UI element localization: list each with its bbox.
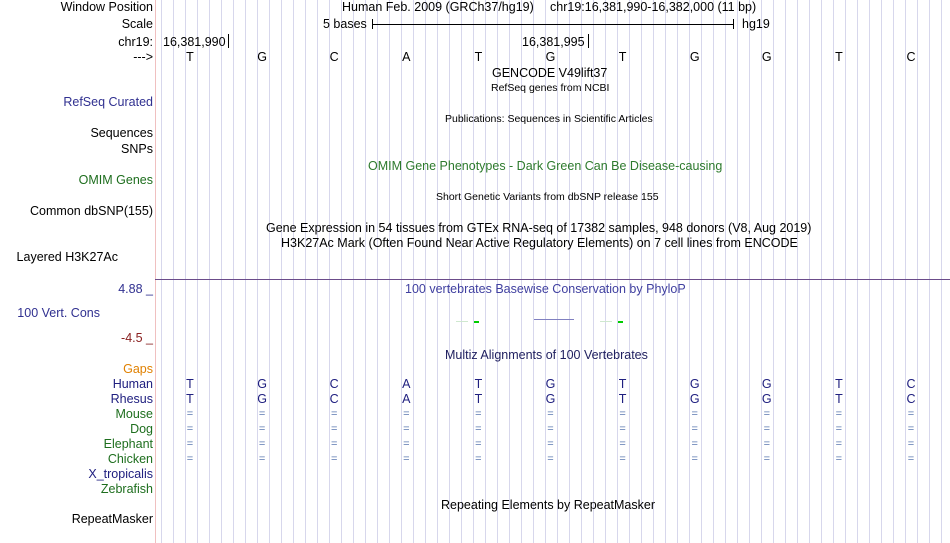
mouse-aligned-base: = xyxy=(619,408,626,420)
cons-max-label: 4.88 _ xyxy=(118,282,153,296)
grid-line xyxy=(317,0,318,543)
mouse-species-label[interactable]: Mouse xyxy=(115,407,153,421)
dog-aligned-base: = xyxy=(547,423,554,435)
grid-line xyxy=(353,0,354,543)
human-aligned-base: C xyxy=(906,377,916,391)
elephant-aligned-base: = xyxy=(619,438,626,450)
grid-line xyxy=(797,0,798,543)
repeatmasker-track-label[interactable]: RepeatMasker xyxy=(71,512,153,526)
elephant-aligned-base: = xyxy=(763,438,771,450)
human-aligned-base: T xyxy=(474,377,483,391)
chicken-aligned-base: = xyxy=(258,453,266,465)
grid-line xyxy=(677,0,678,543)
mouse-aligned-base: = xyxy=(763,408,771,420)
mouse-aligned-base: = xyxy=(835,408,843,420)
rhesus-aligned-base: G xyxy=(257,392,267,406)
cons-bar-3 xyxy=(534,319,574,320)
cons-bar-4 xyxy=(600,321,612,322)
xtropicalis-species-label[interactable]: X_tropicalis xyxy=(88,467,153,481)
mouse-aligned-base: = xyxy=(258,408,266,420)
mouse-aligned-base: = xyxy=(403,408,410,420)
rhesus-aligned-base: A xyxy=(402,392,411,406)
h3k27ac-track-label[interactable]: Layered H3K27Ac xyxy=(16,250,118,264)
elephant-aligned-base: = xyxy=(403,438,410,450)
grid-line xyxy=(653,0,654,543)
dog-aligned-base: = xyxy=(763,423,771,435)
scale-bar xyxy=(372,24,734,25)
gencode-title[interactable]: GENCODE V49lift37 xyxy=(492,66,608,80)
mouse-aligned-base: = xyxy=(907,408,915,420)
scale-label: Scale xyxy=(121,17,153,31)
grid-line xyxy=(749,0,750,543)
scale-tick-right xyxy=(733,19,734,29)
grid-line xyxy=(449,0,450,543)
chicken-aligned-base: = xyxy=(619,453,626,465)
elephant-aligned-base: = xyxy=(258,438,266,450)
grid-line xyxy=(173,0,174,543)
gaps-track-label[interactable]: Gaps xyxy=(123,362,153,376)
grid-line xyxy=(665,0,666,543)
rhesus-aligned-base: T xyxy=(618,392,627,406)
gtex-title[interactable]: Gene Expression in 54 tissues from GTEx RNA-seq of 17382 samples, 948 donors (V8, Aug 2019) xyxy=(266,221,812,235)
grid-line xyxy=(881,0,882,543)
grid-line xyxy=(869,0,870,543)
elephant-aligned-base: = xyxy=(547,438,554,450)
dog-aligned-base: = xyxy=(330,423,338,435)
cons-bar-2 xyxy=(474,321,479,323)
base-letter: T xyxy=(186,50,194,64)
mouse-aligned-base: = xyxy=(330,408,338,420)
grid-line xyxy=(809,0,810,543)
dog-aligned-base: = xyxy=(619,423,626,435)
grid-line xyxy=(365,0,366,543)
dog-aligned-base: = xyxy=(907,423,915,435)
h3k27ac-title[interactable]: H3K27Ac Mark (Often Found Near Active Regulatory Elements) on 7 cell lines from ENCODE xyxy=(281,236,798,250)
dog-aligned-base: = xyxy=(186,423,194,435)
base-letter: T xyxy=(835,50,843,64)
chicken-aligned-base: = xyxy=(547,453,554,465)
scale-text: 5 bases xyxy=(323,17,367,31)
human-aligned-base: G xyxy=(761,377,772,391)
base-letter: G xyxy=(545,50,556,64)
grid-line xyxy=(161,0,162,543)
chicken-aligned-base: = xyxy=(763,453,771,465)
mouse-aligned-base: = xyxy=(691,408,698,420)
rhesus-species-label[interactable]: Rhesus xyxy=(110,392,153,406)
cons-track-label[interactable]: 100 Vert. Cons xyxy=(17,306,100,320)
chicken-aligned-base: = xyxy=(403,453,410,465)
dog-aligned-base: = xyxy=(258,423,266,435)
elephant-aligned-base: = xyxy=(907,438,915,450)
base-letter: T xyxy=(474,50,483,64)
chicken-species-label[interactable]: Chicken xyxy=(107,452,153,466)
chicken-aligned-base: = xyxy=(835,453,843,465)
human-aligned-base: T xyxy=(618,377,627,391)
grid-line xyxy=(425,0,426,543)
grid-line xyxy=(209,0,210,543)
snps-track-label[interactable]: SNPs xyxy=(121,142,153,156)
chicken-aligned-base: = xyxy=(691,453,698,465)
grid-line xyxy=(221,0,222,543)
dog-aligned-base: = xyxy=(403,423,410,435)
dog-species-label[interactable]: Dog xyxy=(130,422,153,436)
chrom-label: chr19: xyxy=(118,35,153,49)
grid-line xyxy=(281,0,282,543)
grid-line xyxy=(725,0,726,543)
base-letter: A xyxy=(402,50,411,64)
rhesus-aligned-base: T xyxy=(474,392,483,406)
omim-title[interactable]: OMIM Gene Phenotypes - Dark Green Can Be Disease-causing xyxy=(368,159,723,173)
grid-line xyxy=(785,0,786,543)
rhesus-aligned-base: T xyxy=(835,392,843,406)
dog-aligned-base: = xyxy=(691,423,698,435)
scale-tick-left xyxy=(372,19,373,29)
grid-line xyxy=(233,0,234,543)
phylop-title[interactable]: 100 vertebrates Basewise Conservation by PhyloP xyxy=(405,282,686,296)
chicken-aligned-base: = xyxy=(186,453,194,465)
human-aligned-base: T xyxy=(186,377,194,391)
zebrafish-species-label[interactable]: Zebrafish xyxy=(100,482,153,496)
elephant-aligned-base: = xyxy=(186,438,194,450)
mouse-aligned-base: = xyxy=(475,408,482,420)
sequences-track-label[interactable]: Sequences xyxy=(90,126,153,140)
grid-line xyxy=(245,0,246,543)
grid-line xyxy=(377,0,378,543)
coord-16381995: 16,381,995 xyxy=(522,35,585,49)
db-label: hg19 xyxy=(742,17,770,31)
grid-line xyxy=(461,0,462,543)
grid-line xyxy=(389,0,390,543)
position-readout: chr19:16,381,990-16,382,000 (11 bp) xyxy=(550,0,757,14)
omim-track-label[interactable]: OMIM Genes xyxy=(78,173,153,187)
base-letter: T xyxy=(618,50,627,64)
elephant-aligned-base: = xyxy=(835,438,843,450)
elephant-species-label[interactable]: Elephant xyxy=(103,437,153,451)
dbsnp-title[interactable]: Short Genetic Variants from dbSNP release 155 xyxy=(436,191,659,203)
grid-line xyxy=(821,0,822,543)
mouse-aligned-base: = xyxy=(547,408,554,420)
grid-line xyxy=(713,0,714,543)
refseq-track-label[interactable]: RefSeq Curated xyxy=(63,95,153,109)
grid-line xyxy=(929,0,930,543)
chicken-aligned-base: = xyxy=(907,453,915,465)
base-letter: C xyxy=(329,50,339,64)
dbsnp-track-label[interactable]: Common dbSNP(155) xyxy=(30,204,153,218)
human-aligned-base: A xyxy=(402,377,411,391)
rhesus-aligned-base: G xyxy=(545,392,556,406)
human-species-label[interactable]: Human xyxy=(112,377,153,391)
human-aligned-base: G xyxy=(257,377,267,391)
publications-title[interactable]: Publications: Sequences in Scientific Articles xyxy=(445,113,653,125)
assembly-title: Human Feb. 2009 (GRCh37/hg19) xyxy=(342,0,534,14)
grid-line xyxy=(305,0,306,543)
dog-aligned-base: = xyxy=(475,423,482,435)
elephant-aligned-base: = xyxy=(691,438,698,450)
window-position-label: Window Position xyxy=(60,0,153,14)
grid-line xyxy=(941,0,942,543)
rhesus-aligned-base: G xyxy=(761,392,772,406)
dog-aligned-base: = xyxy=(835,423,843,435)
rhesus-aligned-base: C xyxy=(906,392,916,406)
human-aligned-base: T xyxy=(835,377,843,391)
grid-line xyxy=(293,0,294,543)
rhesus-aligned-base: G xyxy=(689,392,700,406)
coord-tick-1 xyxy=(228,34,229,48)
grid-line xyxy=(737,0,738,543)
elephant-aligned-base: = xyxy=(330,438,338,450)
strand-label: ---> xyxy=(133,50,153,64)
mouse-aligned-base: = xyxy=(186,408,194,420)
grid-line xyxy=(893,0,894,543)
cons-bar-5 xyxy=(618,321,623,323)
grid-line xyxy=(437,0,438,543)
human-aligned-base: G xyxy=(545,377,556,391)
repeatmasker-title[interactable]: Repeating Elements by RepeatMasker xyxy=(441,498,656,512)
refseq-title[interactable]: RefSeq genes from NCBI xyxy=(491,82,610,94)
h3k27ac-baseline xyxy=(155,279,950,280)
coord-tick-2 xyxy=(588,34,589,48)
rhesus-aligned-base: T xyxy=(186,392,194,406)
grid-line xyxy=(857,0,858,543)
base-letter: G xyxy=(761,50,772,64)
grid-line xyxy=(641,0,642,543)
human-aligned-base: C xyxy=(329,377,339,391)
base-letter: C xyxy=(906,50,916,64)
human-aligned-base: G xyxy=(689,377,700,391)
base-letter: G xyxy=(257,50,267,64)
chicken-aligned-base: = xyxy=(475,453,482,465)
elephant-aligned-base: = xyxy=(475,438,482,450)
multiz-title[interactable]: Multiz Alignments of 100 Vertebrates xyxy=(445,348,648,362)
rhesus-aligned-base: C xyxy=(329,392,339,406)
chicken-aligned-base: = xyxy=(330,453,338,465)
base-letter: G xyxy=(689,50,700,64)
coord-16381990: 16,381,990 xyxy=(163,35,226,49)
cons-bar-1 xyxy=(456,321,468,322)
label-separator xyxy=(155,0,156,543)
cons-min-label: -4.5 _ xyxy=(121,331,153,345)
